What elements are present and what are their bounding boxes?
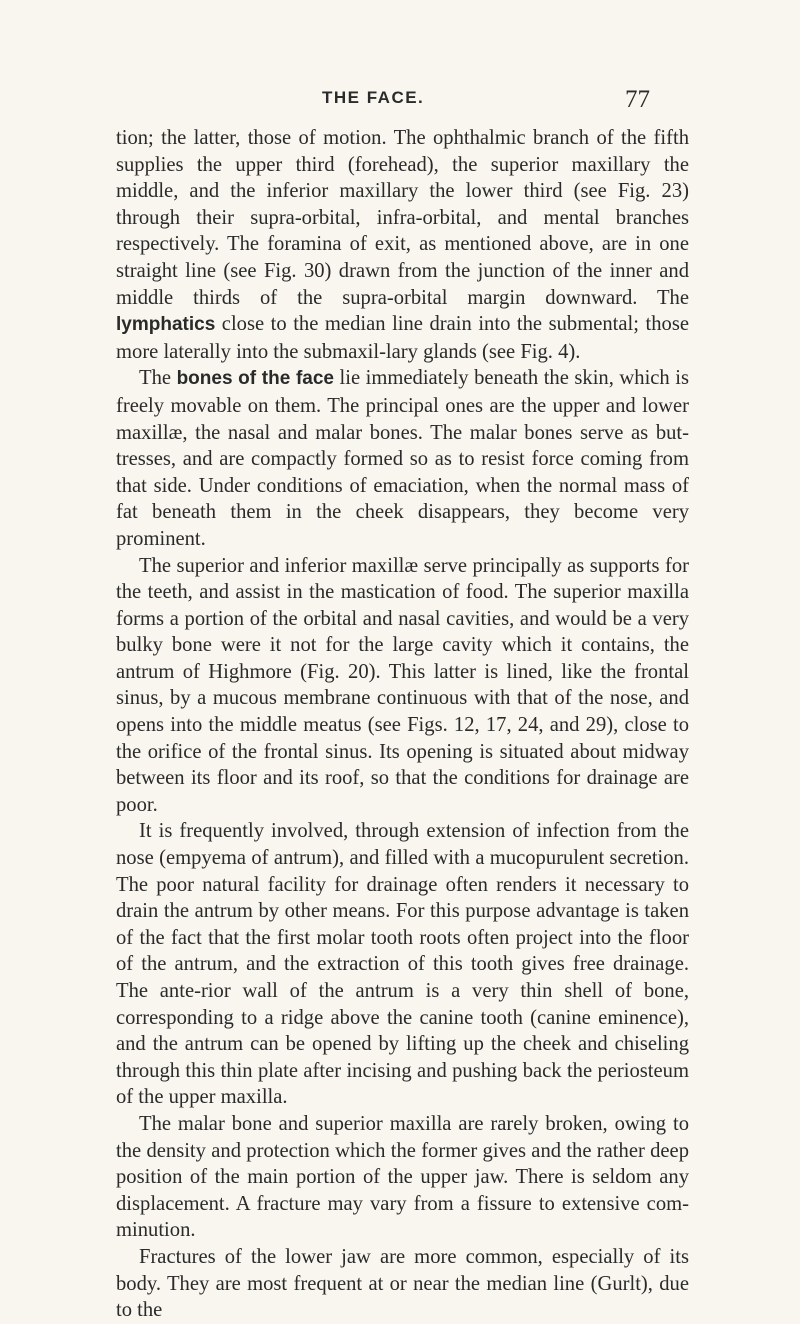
term-bones-of-the-face: bones of the face [176, 368, 334, 390]
paragraph-2-text-b: lie immediately beneath the skin, which is freely movable on them. The principal ones are the upper and lower maxillæ, the nasal and malar bones. The malar bones serve as but-tresses, and are compactly formed so as to resist force coming from that side. Under conditions of emaciation, when the normal mass of fat beneath them in the cheek disappears, they become very prominent. [116, 367, 690, 550]
body-text [116, 125, 689, 1324]
running-title: THE FACE. [322, 88, 425, 107]
page-number: 77 [625, 86, 650, 113]
paragraph-1-text-b: close to the median line drain into the submental; those more laterally into the submaxil-lary glands (see Fig. 4). [116, 313, 689, 363]
paragraph-5: The malar bone and superior maxilla are rarely broken, owing to the density and protection which the former gives and the rather deep position of the main portion of the upper jaw. There is seldom any displacement. A fracture may vary from a fissure to extensive com-minution. [116, 1112, 689, 1242]
paragraph-2-text-pre: The [139, 367, 177, 390]
running-head [0, 88, 800, 118]
paragraph-1 [116, 125, 689, 365]
paragraph-2 [116, 365, 689, 552]
paragraph-3: The superior and inferior maxillæ serve principally as supports for the teeth, and assist in the mastication of food. The superior maxilla forms a portion of the orbital and nasal cavities, and would be a very bulky bone were it not for the large cavity which it contains, the antrum of Highmore (Fig. 20). This latter is lined, like the frontal sinus, by a mucous membrane continuous with that of the nose, and opens into the middle meatus (see Figs. 12, 17, 24, and 29), close to the orifice of the frontal sinus. Its opening is situated about midway between its floor and its roof, so that the conditions for drainage are poor. [116, 554, 689, 816]
paragraph-6: Fractures of the lower jaw are more common, especially of its body. They are most frequent at or near the median line (Gurlt), due to the [116, 1245, 689, 1322]
term-lymphatics: lymphatics [116, 314, 216, 336]
paragraph-4: It is frequently involved, through extension of infection from the nose (empyema of antrum), and filled with a mucopurulent secretion. The poor natural facility for drainage often renders it necessary to drain the antrum by other means. For this purpose advantage is taken of the fact that the first molar tooth roots often project into the floor of the antrum, and the extraction of this tooth gives free drainage. The ante-rior wall of the antrum is a very thin shell of bone, corresponding to a ridge above the canine tooth (canine eminence), and the antrum can be opened by lifting up the cheek and chiseling through this thin plate after incising and pushing back the periosteum of the upper maxilla. [116, 820, 689, 1109]
paragraph-1-text-a: tion; the latter, those of motion. The ophthalmic branch of the fifth supplies the upper third (forehead), the superior maxillary the middle, and the inferior maxillary the lower third (see Fig. 23) through their supra-orbital, infra-orbital, and mental branches respectively. The foramina of exit, as mentioned above, are in one straight line (see Fig. 30) drawn from the junction of the inner and middle thirds of the supra-orbital margin downward. The [116, 127, 689, 309]
